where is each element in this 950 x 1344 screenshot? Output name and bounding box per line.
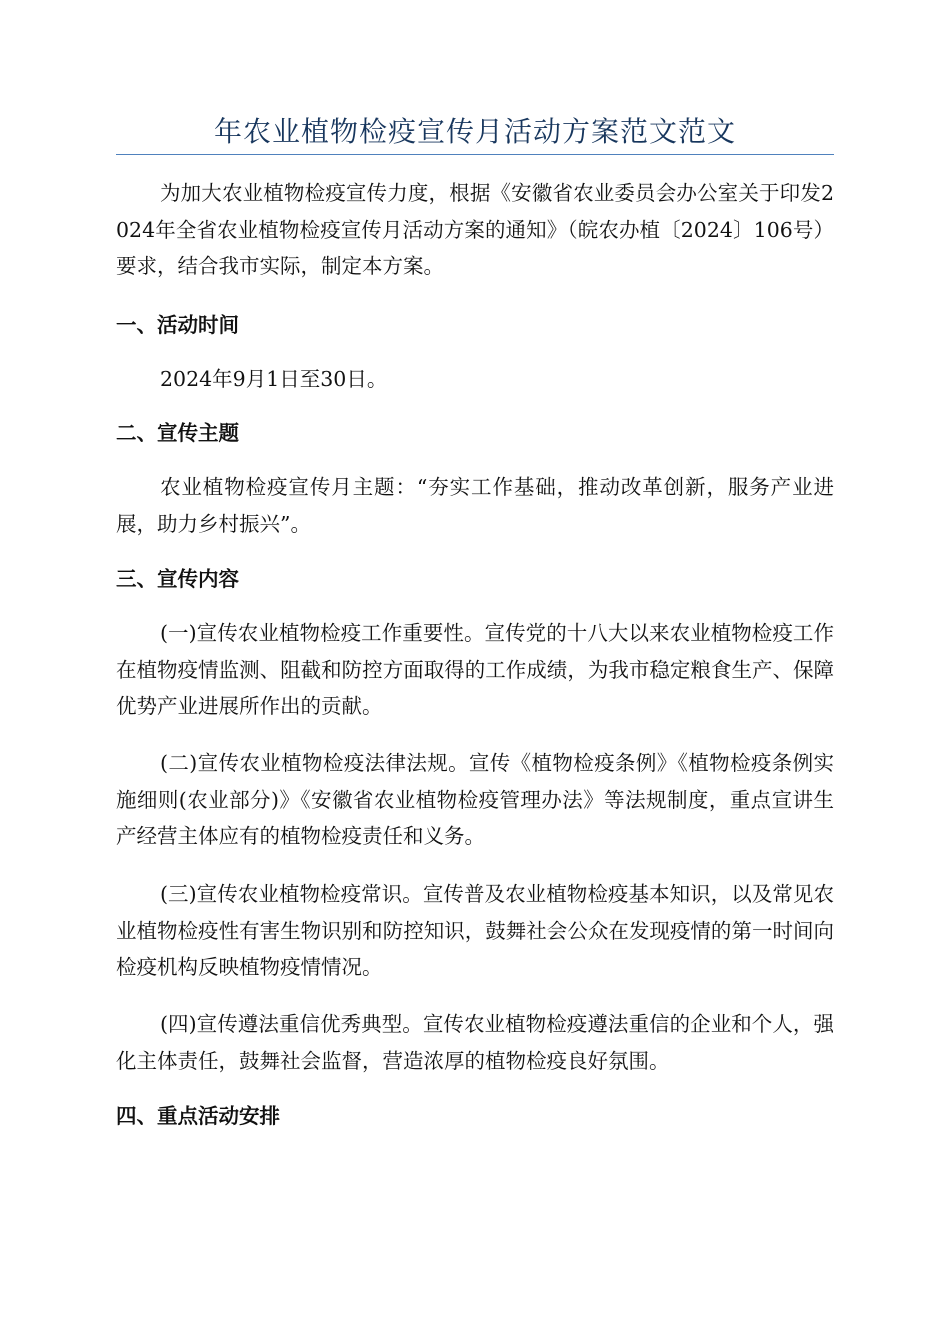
section-theme-paragraph: 农业植物检疫宣传月主题：“夯实工作基础，推动改革创新，服务产业进展，助力乡村振兴”。 [116, 475, 834, 536]
content-item-1: (一)宣传农业植物检疫工作重要性。宣传党的十八大以来农业植物检疫工作在植物疫情监测、阻截和防控方面取得的工作成绩，为我市稳定粮食生产、保障优势产业进展所作出的贡献。 [116, 621, 834, 718]
section-heading-activities: 四、重点活动安排 [116, 1104, 280, 1128]
section-heading-theme: 二、宣传主题 [116, 421, 239, 445]
intro-paragraph: 为加大农业植物检疫宣传力度，根据《安徽省农业委员会办公室关于印发2024年全省农业植物检疫宣传月活动方案的通知》（皖农办植〔2024〕106号）要求，结合我市实际，制定本方案。 [116, 181, 834, 278]
content-item-4: (四)宣传遵法重信优秀典型。宣传农业植物检疫遵法重信的企业和个人，强化主体责任，鼓舞社会监督，营造浓厚的植物检疫良好氛围。 [116, 1012, 834, 1073]
section-heading-content: 三、宣传内容 [116, 567, 239, 591]
document-title: 年农业植物检疫宣传月活动方案范文范文 [116, 110, 834, 155]
content-item-2: (二)宣传农业植物检疫法律法规。宣传《植物检疫条例》《植物检疫条例实施细则(农业部分)》《安徽省农业植物检疫管理办法》等法规制度，重点宣讲生产经营主体应有的植物检疫责任和义务。 [116, 751, 834, 848]
section-time-paragraph: 2024年9月1日至30日。 [160, 367, 388, 391]
content-item-3: (三)宣传农业植物检疫常识。宣传普及农业植物检疫基本知识，以及常见农业植物检疫性有害生物识别和防控知识，鼓舞社会公众在发现疫情的第一时间向检疫机构反映植物疫情情况。 [116, 882, 834, 979]
section-heading-time: 一、活动时间 [116, 313, 239, 337]
